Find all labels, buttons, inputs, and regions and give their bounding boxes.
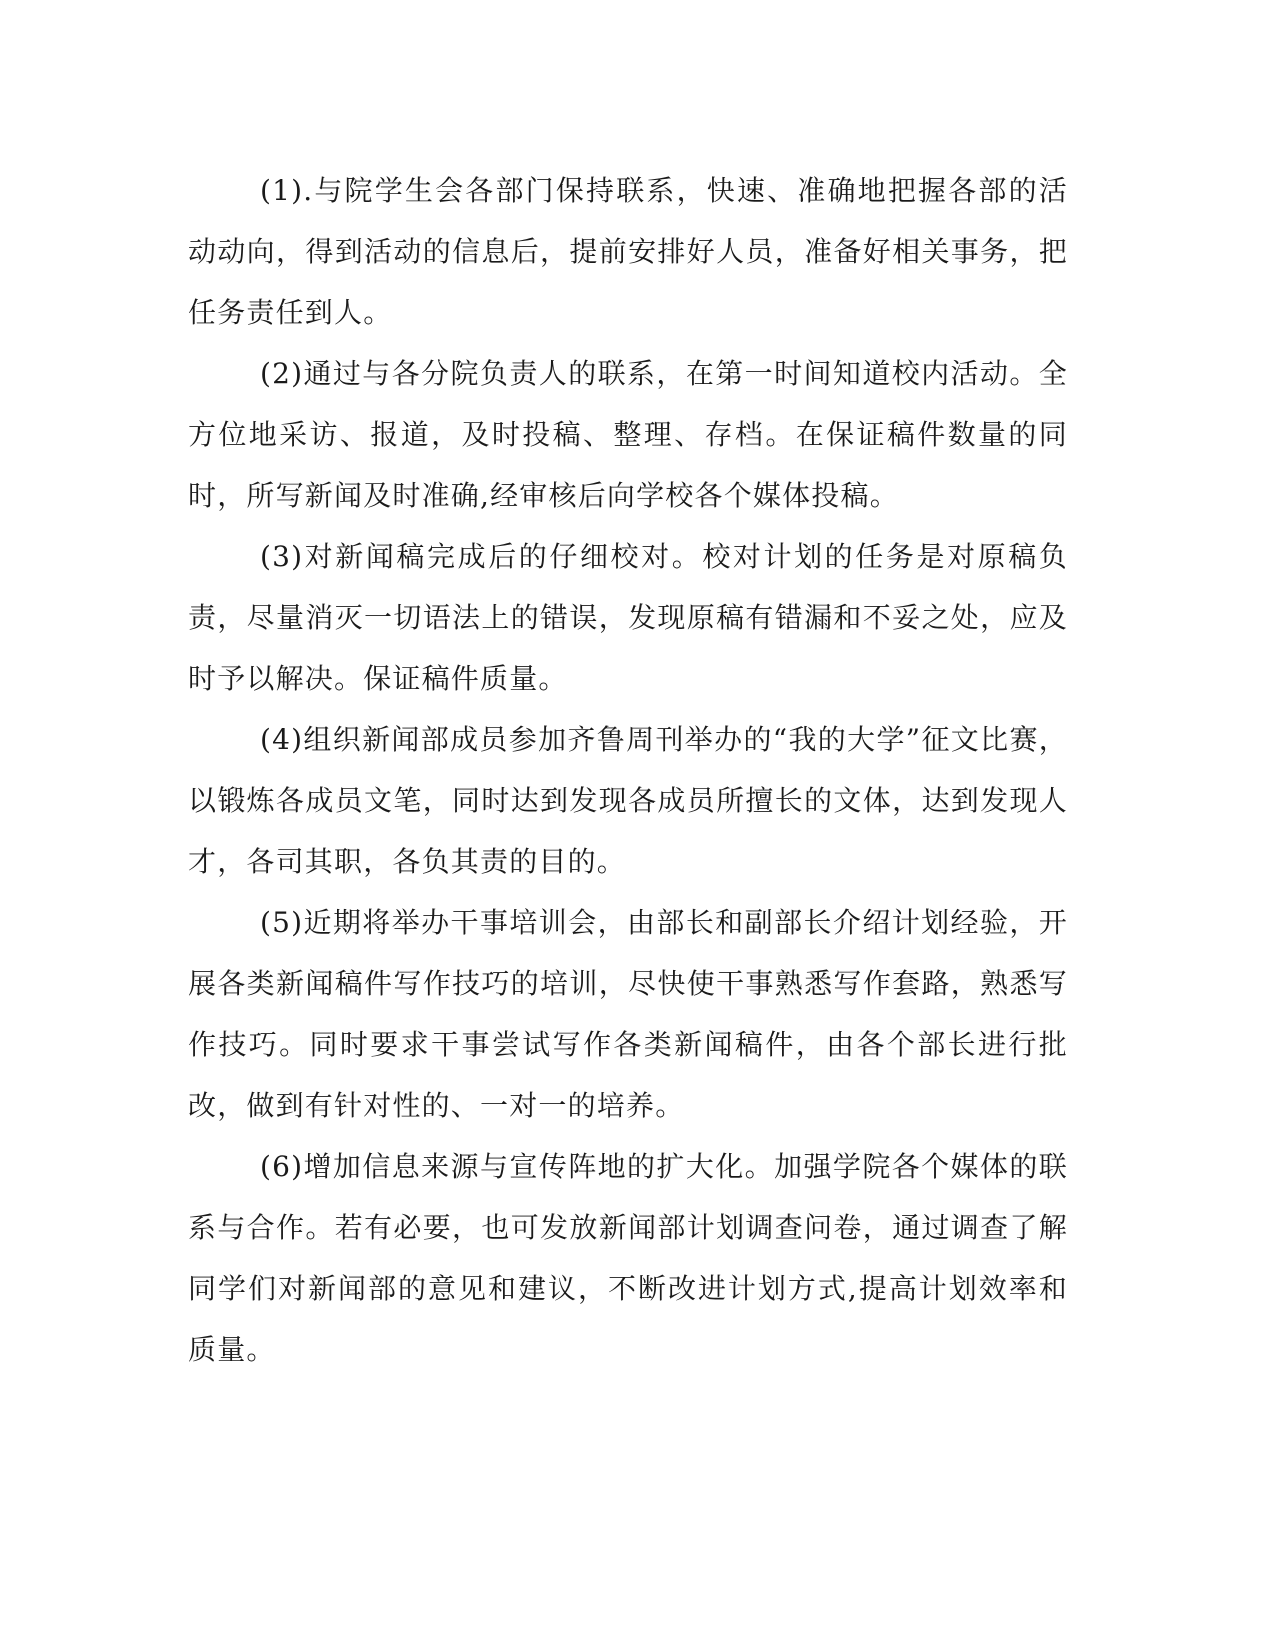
paragraph-2: (2)通过与各分院负责人的联系，在第一时间知道校内活动。全方位地采访、报道，及时投稿、整理、存档。在保证稿件数量的同时，所写新闻及时准确,经审核后向学校各个媒体投稿。 <box>188 357 1068 512</box>
paragraph-1: (1).与院学生会各部门保持联系，快速、准确地把握各部的活动动向，得到活动的信息后，提前安排好人员，准备好相关事务，把任务责任到人。 <box>188 174 1068 329</box>
paragraph-6: (6)增加信息来源与宣传阵地的扩大化。加强学院各个媒体的联系与合作。若有必要，也可发放新闻部计划调查问卷，通过调查了解同学们对新闻部的意见和建议，不断改进计划方式,提高计划效率和质量。 <box>188 1150 1068 1366</box>
document-body <box>188 160 1068 1380</box>
paragraph-5: (5)近期将举办干事培训会，由部长和副部长介绍计划经验，开展各类新闻稿件写作技巧的培训，尽快使干事熟悉写作套路，熟悉写作技巧。同时要求干事尝试写作各类新闻稿件，由各个部长进行批改，做到有针对性的、一对一的培养。 <box>188 906 1068 1122</box>
paragraph-3: (3)对新闻稿完成后的仔细校对。校对计划的任务是对原稿负责，尽量消灭一切语法上的错误，发现原稿有错漏和不妥之处，应及时予以解决。保证稿件质量。 <box>188 540 1068 695</box>
paragraph-4: (4)组织新闻部成员参加齐鲁周刊举办的“我的大学”征文比赛，以锻炼各成员文笔，同时达到发现各成员所擅长的文体，达到发现人才，各司其职，各负其责的目的。 <box>188 723 1068 878</box>
